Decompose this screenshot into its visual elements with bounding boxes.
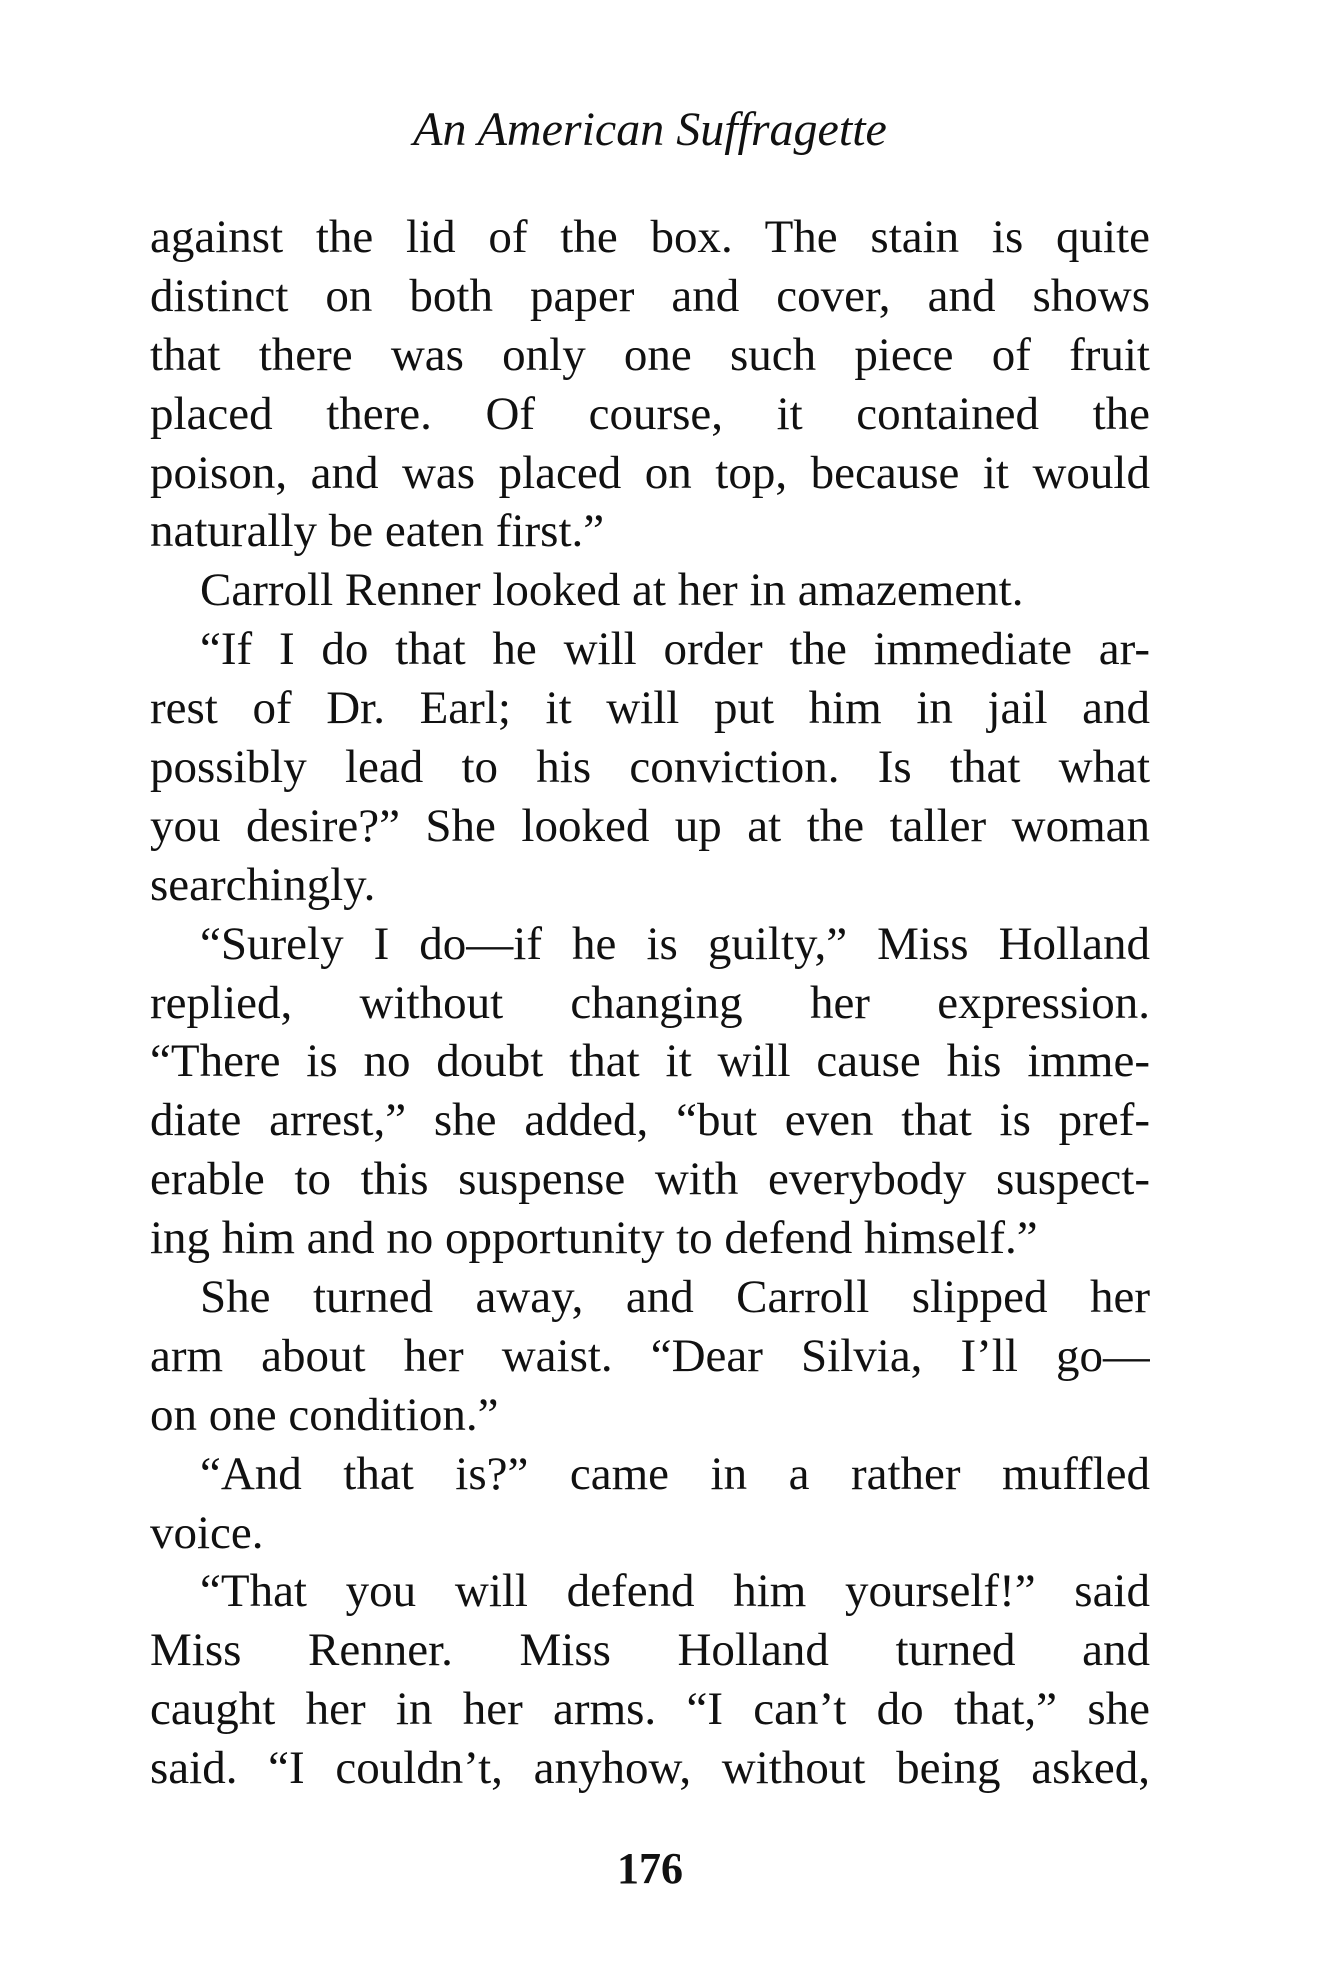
page-number: 176 bbox=[617, 1844, 683, 1893]
text-line: you desire?” She looked up at the taller woman bbox=[150, 799, 1150, 852]
text-line: that there was only one such piece of fruit bbox=[150, 328, 1150, 381]
text-line: diate arrest,” she added, “but even that is pref- bbox=[150, 1094, 1150, 1147]
text-line: replied, without changing her expression. bbox=[150, 976, 1150, 1029]
text-line: erable to this suspense with everybody suspect- bbox=[150, 1153, 1150, 1206]
text-line: distinct on both paper and cover, and shows bbox=[150, 269, 1150, 322]
text-line: arm about her waist. “Dear Silvia, I’ll go— bbox=[150, 1329, 1150, 1382]
text-line: caught her in her arms. “I can’t do that,” she bbox=[150, 1683, 1150, 1736]
text-line: “That you will defend him yourself!” said bbox=[200, 1565, 1150, 1618]
running-title: An American Suffragette bbox=[413, 103, 887, 156]
text-line: Miss Renner. Miss Holland turned and bbox=[150, 1624, 1150, 1677]
text-line: against the lid of the box. The stain is quite bbox=[150, 211, 1150, 263]
text-line: naturally be eaten first.” bbox=[150, 505, 605, 558]
text-line: She turned away, and Carroll slipped her bbox=[200, 1271, 1150, 1324]
body-text bbox=[150, 208, 1150, 1798]
text-line: possibly lead to his conviction. Is that what bbox=[150, 741, 1150, 794]
text-line: said. “I couldn’t, anyhow, without being asked, bbox=[150, 1742, 1150, 1795]
text-line: on one condition.” bbox=[150, 1388, 499, 1441]
text-line: ing him and no opportunity to defend himself.” bbox=[150, 1212, 1038, 1265]
text-line: rest of Dr. Earl; it will put him in jail and bbox=[150, 682, 1150, 735]
text-line: voice. bbox=[150, 1506, 264, 1559]
text-line: placed there. Of course, it contained the bbox=[150, 387, 1150, 440]
text-line: Carroll Renner looked at her in amazement. bbox=[200, 564, 1024, 617]
text-line: searchingly. bbox=[150, 858, 376, 911]
text-line: “Surely I do—if he is guilty,” Miss Holland bbox=[200, 917, 1150, 970]
text-line: “There is no doubt that it will cause his imme- bbox=[150, 1035, 1150, 1088]
text-line: “And that is?” came in a rather muffled bbox=[200, 1447, 1150, 1500]
text-line: “If I do that he will order the immediate ar- bbox=[200, 623, 1150, 676]
text-line: poison, and was placed on top, because it would bbox=[150, 446, 1150, 499]
